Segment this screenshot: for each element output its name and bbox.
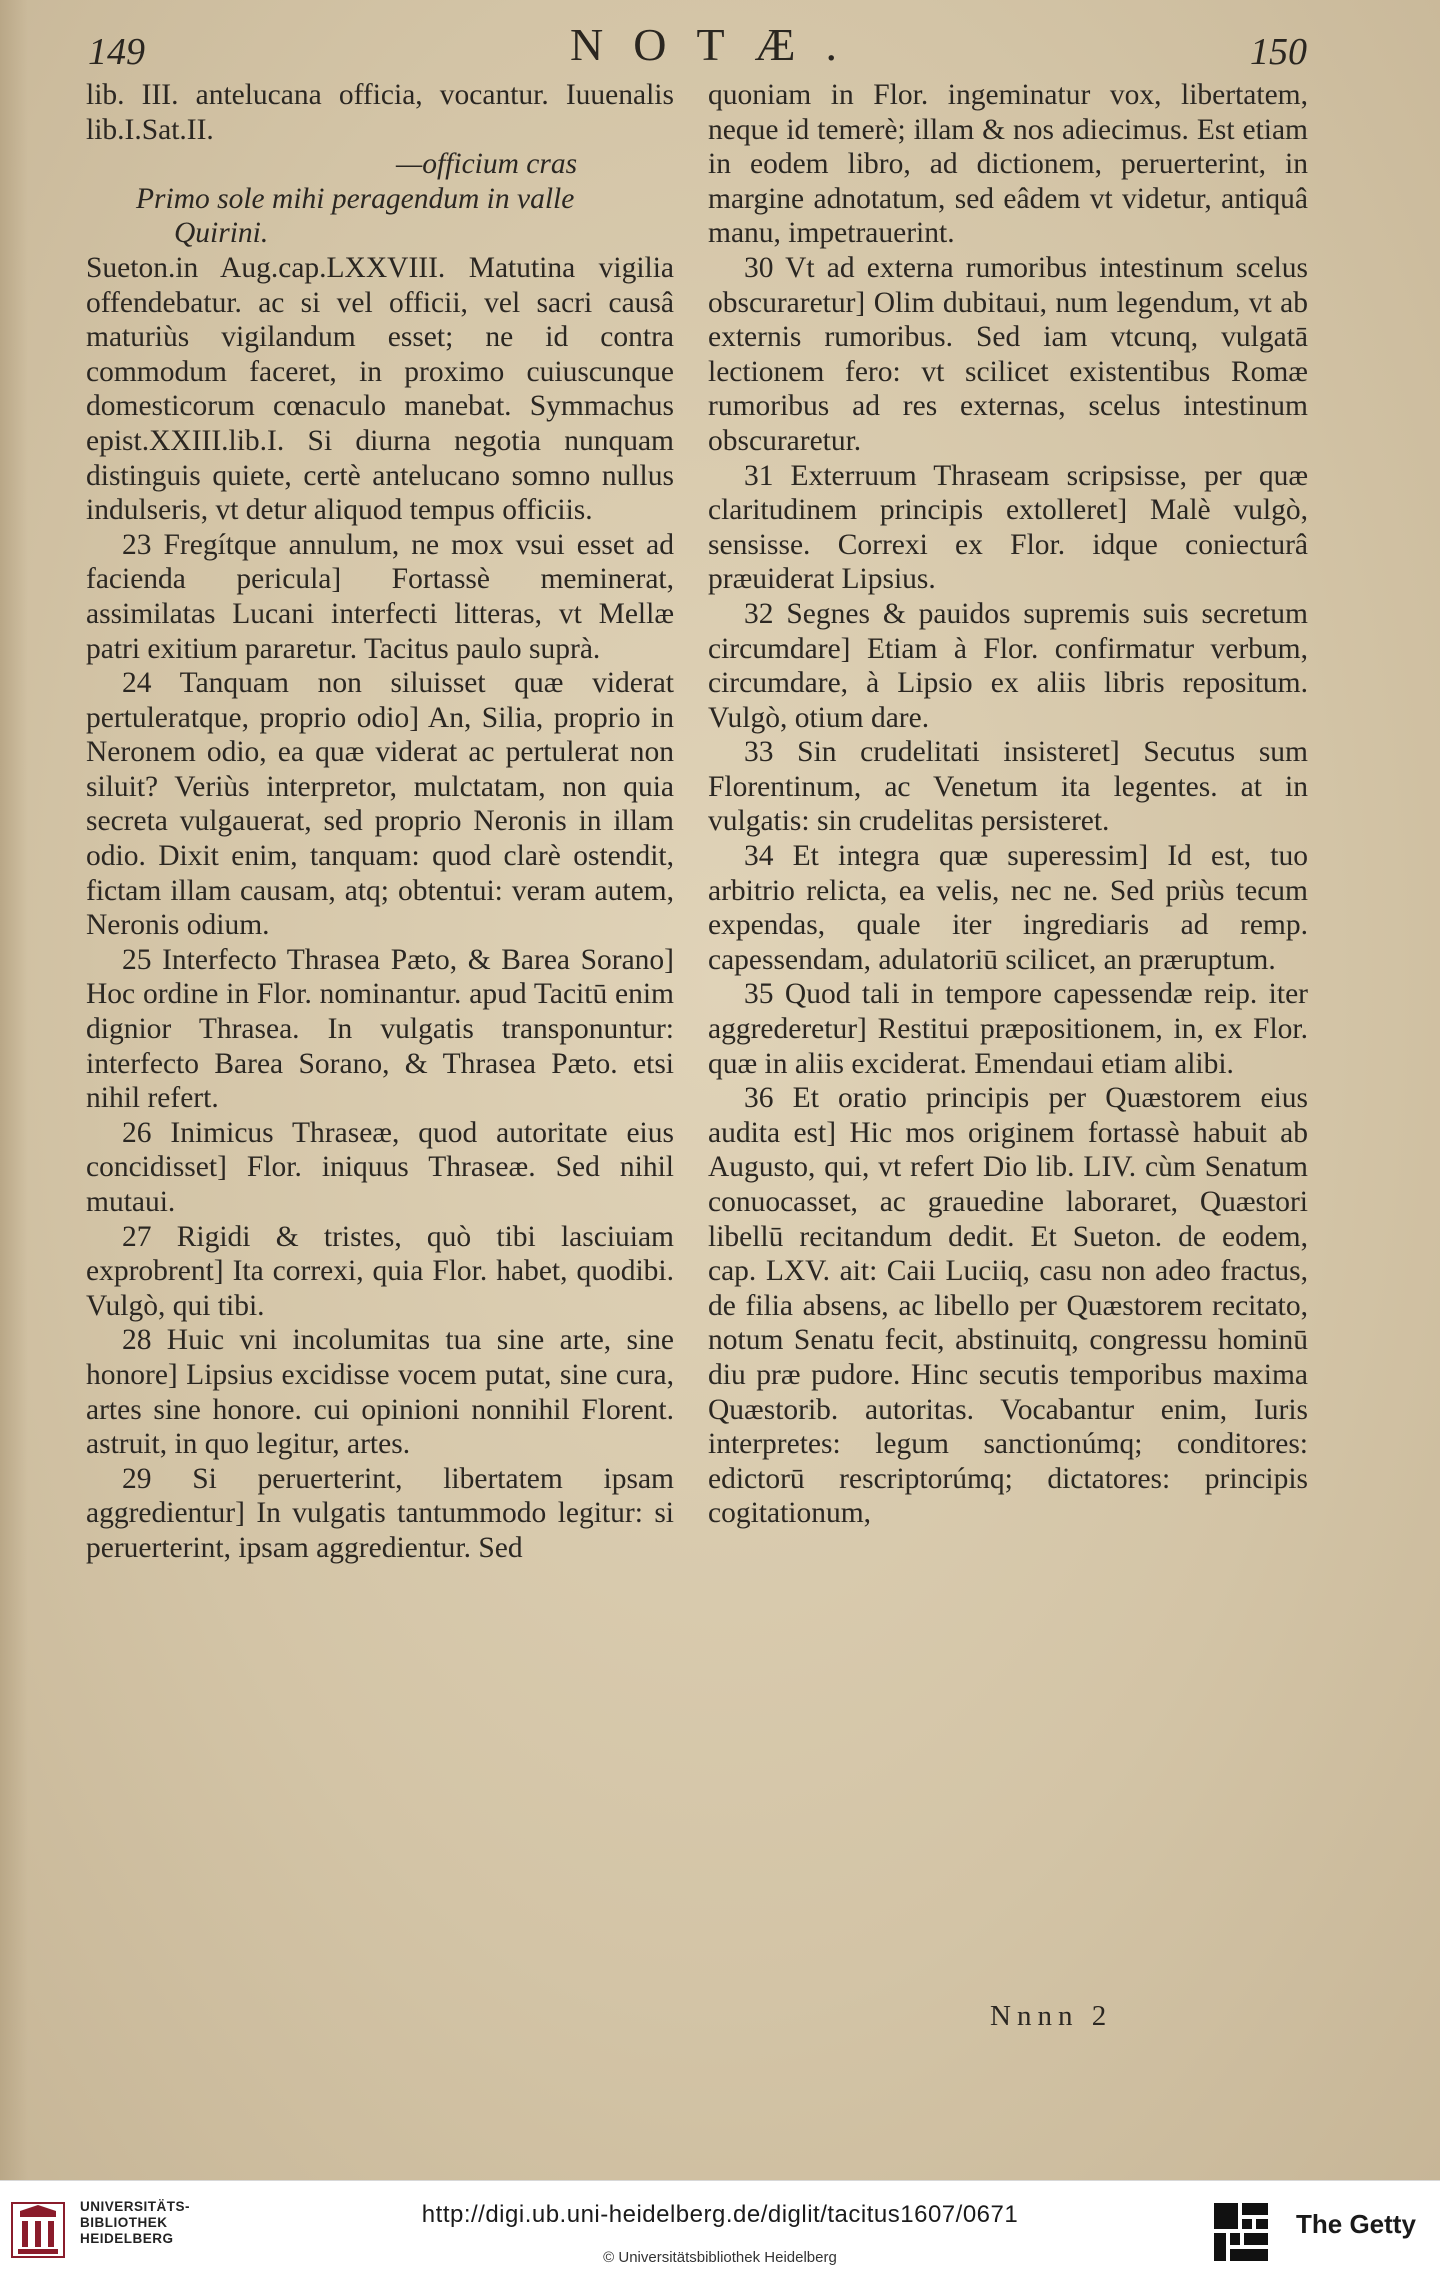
body-paragraph: lib. III. antelucana officia, vocantur. Iuuenalis lib.I.Sat.II.: [86, 79, 674, 146]
getty-logo-icon: [1212, 2201, 1270, 2263]
annotation-note: 30 Vt ad externa rumoribus intestinum scelus obscuraretur] Olim dubitaui, num legendum, vt ab externis rumoribus. Sed iam vtcunq, vulgatā lectionem fero: vt scilicet existentibus Romæ rumoribus ad res externas, scelus intestinum obscuraretur.: [708, 251, 1308, 457]
viewer-footer: [0, 2180, 1440, 2287]
signature-mark: Nnnn 2: [990, 2000, 1113, 2032]
page-gutter-shadow: [0, 0, 28, 2180]
annotation-note: 32 Segnes & pauidos supremis suis secretum circumdare] Etiam à Flor. confirmatur verbum, circumdare, à Lipsio ex aliis libris repositum. Vulgò, otium dare.: [708, 597, 1308, 734]
annotation-note: 35 Quod tali in tempore capessendæ reip. iter aggrederetur] Restitui præpositionem, in, ex Flor. quæ in aliis exciderat. Emendaui etiam alibi.: [708, 978, 1308, 1080]
body-paragraph: quoniam in Flor. ingeminatur vox, libertatem, neque id temerè; illam & nos adiecimus. Est etiam in eodem libro, ad dictionem, peruerterint, in margine adnotatum, sed eâdem vt videtur, antiquâ manu, impetrauerint.: [708, 79, 1308, 250]
annotation-note: 28 Huic vni incolumitas tua sine arte, sine honore] Lipsius excidisse vocem putat, sine cura, artes sine honore. cui opinioni nonnihil Florent. astruit, in quo legitur, artes.: [86, 1324, 674, 1461]
verse-quotation-line: —officium cras: [396, 148, 578, 181]
left-column: [86, 78, 674, 1566]
annotation-note: 25 Interfecto Thrasea Pæto, & Barea Sorano] Hoc ordine in Flor. nominantur. apud Tacitū enim dignior Thrasea. In vulgatis transponuntur: interfecto Barea Sorano, & Thrasea Pæto. etsi nihil refert.: [86, 943, 674, 1115]
verse-quotation-line: Quirini.: [174, 217, 269, 250]
folio-number-right: 150: [1250, 31, 1307, 73]
permalink[interactable]: http://digi.ub.uni-heidelberg.de/diglit/tacitus1607/0671: [421, 2201, 1019, 2228]
body-paragraph: Sueton.in Aug.cap.LXXVIII. Matutina vigilia offendebatur. ac si vel officii, vel sacri causâ maturiùs vigilandum esset; ne id contra commodum faceret, in proximo cuiuscunque domesticorum cœnaculo manebat. Symmachus epist.XXIII.lib.I. Si diurna negotia nunquam distinguis quiete, certè antelucano somno nullus indulseris, vt detur aliquod tempus officiis.: [86, 251, 674, 527]
folio-number-left: 149: [88, 31, 145, 73]
page-header: [0, 18, 1440, 78]
annotation-note: 29 Si peruerterint, libertatem ipsam aggredientur] In vulgatis tantummodo legitur: si peruerterint, ipsam aggredientur. Sed: [86, 1462, 674, 1564]
verse-quotation-line: Primo sole mihi peragendum in valle: [136, 182, 575, 215]
annotation-note: 26 Inimicus Thraseæ, quod autoritate eius concidisset] Flor. iniquus Thraseæ. Sed nihil mutaui.: [86, 1116, 674, 1218]
annotation-note: 33 Sin crudelitati insisteret] Secutus sum Florentinum, ac Venetum ita legentes. at in vulgatis: sin crudelitas persisteret.: [708, 736, 1308, 838]
partner-name: The Getty: [1296, 2209, 1416, 2239]
annotation-note: 23 Fregítque annulum, ne mox vsui esset ad facienda pericula] Fortassè meminerat, assimilatas Lucani interfecti litteras, vt Mellæ patri exitium pararetur. Tacitus paulo suprà.: [86, 528, 674, 665]
library-name-line: UNIVERSITÄTS-: [80, 2199, 191, 2214]
copyright-notice: © Universitätsbibliothek Heidelberg: [603, 2249, 837, 2266]
running-title: NOTÆ.: [570, 19, 867, 70]
annotation-note: 24 Tanquam non siluisset quæ viderat pertuleratque, proprio odio] An, Silia, proprio in Neronem odio, ea quæ viderat ac pertulerat non siluit? Veriùs interpretor, mulctatam, non quia secreta vulgauerat, sed proprio Neronis in illam odio. Dixit enim, tanquam: quod clarè ostendit, fictam illam causam, atq; obtentui: veram autem, Neronis odium.: [86, 667, 674, 942]
annotation-note: 34 Et integra quæ superessim] Id est, tuo arbitrio relicta, ea velis, nec ne. Sed priùs tecum expendas, quale iter ingrediaris ad remp. capessendam, adulatoriū scilicet, an præruptum.: [708, 840, 1308, 976]
library-name-line: HEIDELBERG: [80, 2231, 174, 2246]
annotation-note: 36 Et oratio principis per Quæstorem eius audita est] Hic mos originem fortassè habuit ab Augusto, qui, vt refert Dio lib. LIV. cùm Senatum conuocasset, ac grauedine laboraret, Quæstori libellū recitandum dedit. Et Sueton. de eodem, cap. LXV. ait: Caii Luciiq, casu non adeo fractus, de filia absens, ac libello per Quæstorem recitato, notum Senatu fecit, abstinuitq, congressu hominū diu præ pudore. Hinc secutis temporibus maxima Quæstorib. autoritas. Vocabantur enim, Iuris interpretes: legum sanctionúmq; conditores: edictorū rescriptorúmq; dictatores: principis cogitationum,: [708, 1082, 1308, 1530]
right-column: [708, 78, 1308, 1531]
library-name-line: BIBLIOTHEK: [80, 2215, 168, 2230]
annotation-note: 31 Exterruum Thraseam scripsisse, per quæ claritudinem principis extolleret] Malè vulgò, sensisse. Correxi ex Flor. idque coniecturâ præuiderat Lipsius.: [708, 459, 1308, 596]
annotation-note: 27 Rigidi & tristes, quò tibi lasciuiam exprobrent] Ita correxi, quia Flor. habet, quodibi. Vulgò, qui tibi.: [86, 1220, 674, 1322]
